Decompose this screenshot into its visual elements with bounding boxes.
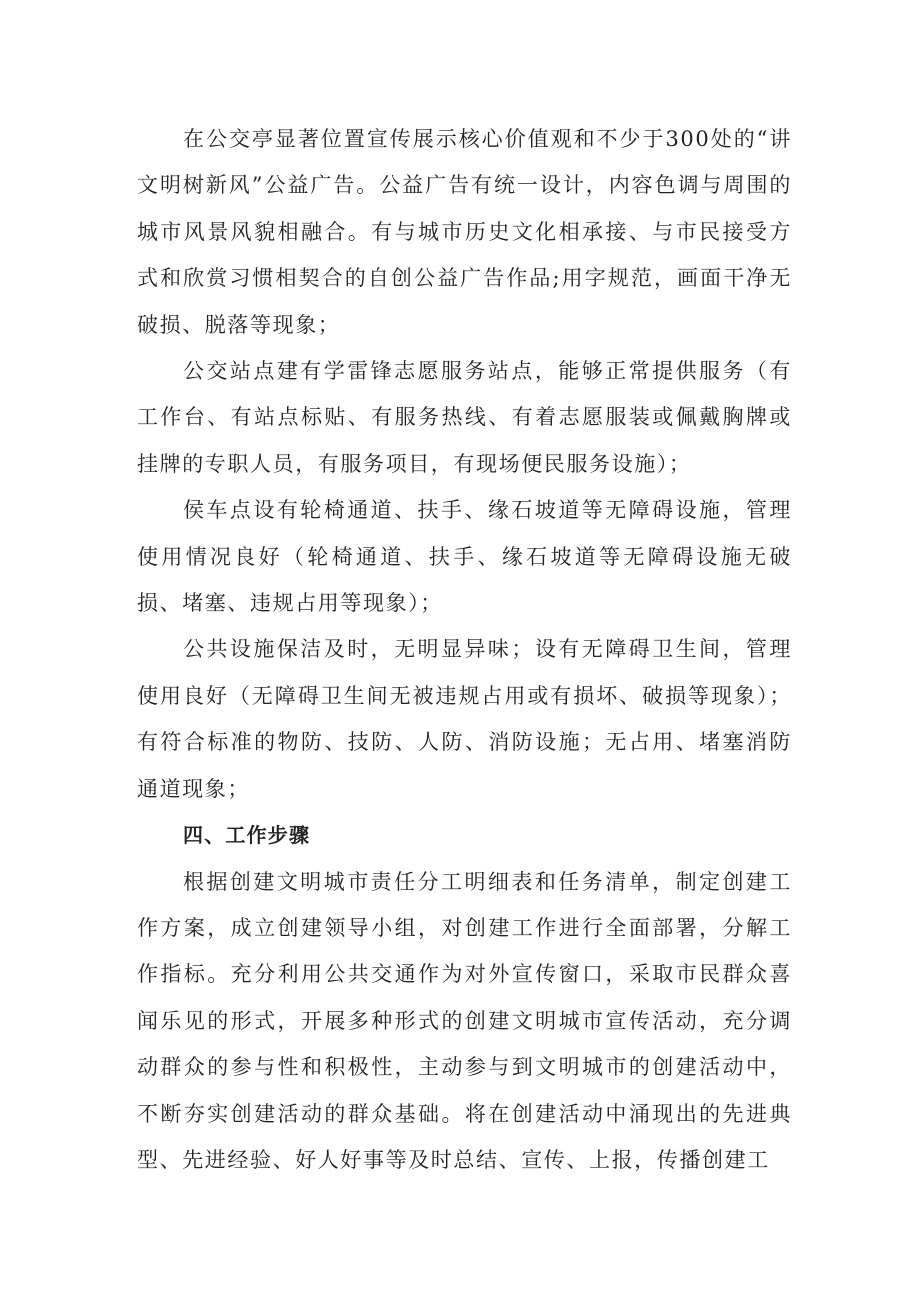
paragraph-volunteer-station: 公交站点建有学雷锋志愿服务站点，能够正常提供服务（有工作台、有站点标贴、有服务热线、有着志愿服装或佩戴胸牌或挂牌的专职人员，有服务项目，有现场便民服务设施）； <box>137 359 792 476</box>
paragraph-public-facilities: 公共设施保洁及时，无明显异味；设有无障碍卫生间，管理使用良好（无障碍卫生间无被违规占用或有损坏、破损等现象）；有符合标准的物防、技防、人防、消防设施；无占用、堵塞消防通道现象； <box>137 637 792 801</box>
paragraph-accessibility-facilities: 侯车点设有轮椅通道、扶手、缘石坡道等无障碍设施，管理使用情况良好（轮椅通道、扶手、缘石坡道等无障碍设施无破损、堵塞、违规占用等现象）； <box>137 498 792 616</box>
paragraph-public-ads: 在公交亭显著位置宣传展示核心价值观和不少于300处的“讲文明树新风”公益广告。公益广告有统一设计，内容色调与周围的城市风景风貌相融合。有与城市历史文化相承接、与市民接受方式和欣赏习惯相契合的自创公益广告作品;用字规范，画面干净无破损、脱落等现象； <box>137 127 792 337</box>
paragraph-work-steps: 根据创建文明城市责任分工明细表和任务清单，制定创建工作方案，成立创建领导小组，对创建工作进行全面部署，分解工作指标。充分利用公共交通作为对外宣传窗口，采取市民群众喜闻乐见的形式，开展多种形式的创建文明城市宣传活动，充分调动群众的参与性和积极性，主动参与到文明城市的创建活动中，不断夯实创建活动的群众基础。将在创建活动中涌现出的先进典型、先进经验、好人好事等及时总结、宣传、上报，传播创建工 <box>137 869 792 1172</box>
document-body <box>137 116 792 1183</box>
section-heading-work-steps: 四、工作步骤 <box>183 823 311 848</box>
